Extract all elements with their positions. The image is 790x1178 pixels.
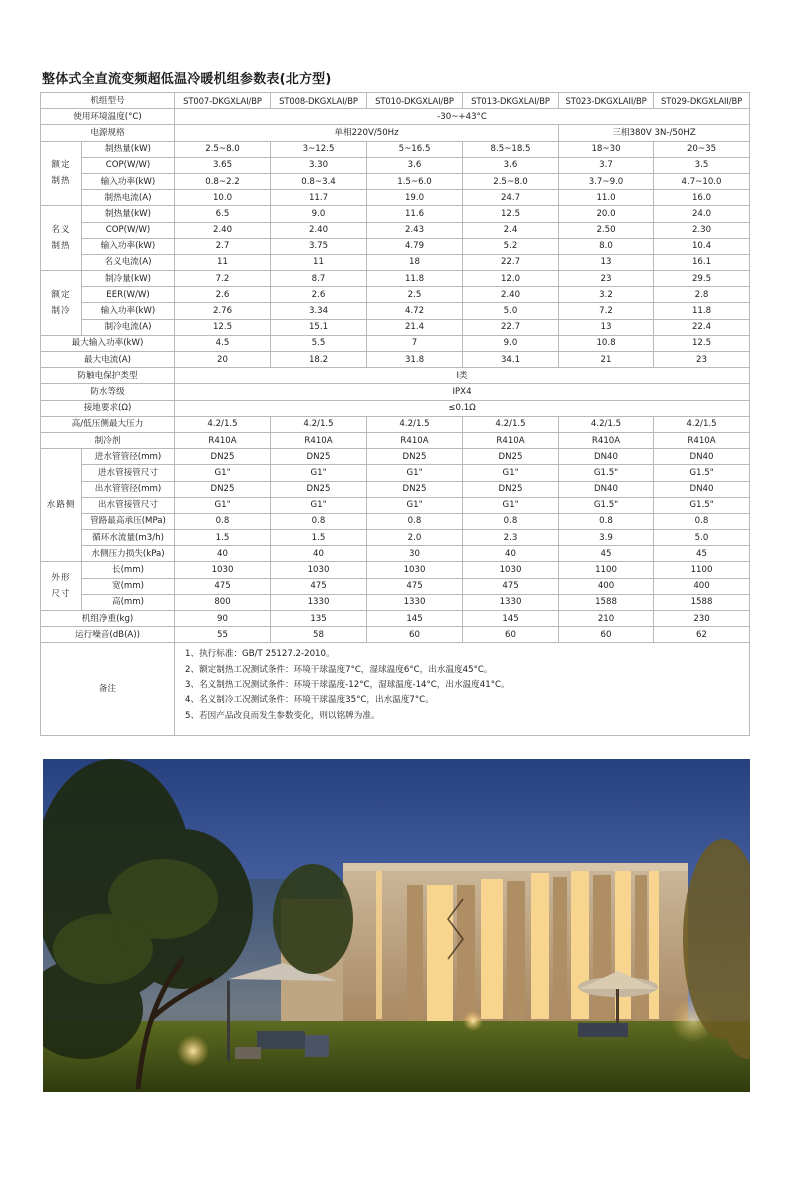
row-label: 名义电流(A) bbox=[82, 254, 175, 270]
villa-night-photo bbox=[43, 759, 750, 1092]
table-row bbox=[41, 368, 750, 384]
value-cell: 2.0 bbox=[367, 530, 463, 546]
row-label: 高/低压侧最大压力 bbox=[41, 416, 175, 432]
row-label: 输入功率(kW) bbox=[82, 173, 175, 189]
table-row bbox=[41, 384, 750, 400]
table-row bbox=[41, 173, 750, 189]
model-header: ST029-DKGXLAII/BP bbox=[654, 93, 750, 109]
table-row bbox=[41, 562, 750, 578]
row-label: 机组净重(kg) bbox=[41, 611, 175, 627]
value-cell: 2.5~8.0 bbox=[463, 173, 559, 189]
value-cell: 0.8 bbox=[367, 513, 463, 529]
row-label: 输入功率(kW) bbox=[82, 238, 175, 254]
value-cell: DN25 bbox=[175, 449, 271, 465]
row-label: 最大输入功率(kW) bbox=[41, 335, 175, 351]
table-row bbox=[41, 352, 750, 368]
value-cell: DN25 bbox=[367, 449, 463, 465]
table-row bbox=[41, 303, 750, 319]
value-cell: 475 bbox=[367, 578, 463, 594]
value-cell: G1.5" bbox=[654, 497, 750, 513]
row-label: 水侧压力损失(kPa) bbox=[82, 546, 175, 562]
value-cell: 0.8 bbox=[463, 513, 559, 529]
value-cell: R410A bbox=[175, 432, 271, 448]
value-cell: 3.6 bbox=[463, 157, 559, 173]
group-label bbox=[41, 562, 82, 611]
value-cell: 4.7~10.0 bbox=[654, 173, 750, 189]
table-row bbox=[41, 416, 750, 432]
page-title: 整体式全直流变频超低温冷暖机组参数表(北方型) bbox=[42, 72, 332, 87]
value-cell: 10.0 bbox=[175, 190, 271, 206]
value-cell: 60 bbox=[559, 627, 654, 643]
value-cell: 20 bbox=[175, 352, 271, 368]
table-row bbox=[41, 465, 750, 481]
value-cell: 11.6 bbox=[367, 206, 463, 222]
group-label-line: 额定 bbox=[51, 160, 71, 171]
value-cell: 3.9 bbox=[559, 530, 654, 546]
table-row bbox=[41, 611, 750, 627]
group-label bbox=[41, 449, 82, 562]
row-label: EER(W/W) bbox=[82, 287, 175, 303]
value-cell: G1" bbox=[271, 497, 367, 513]
table-row bbox=[41, 141, 750, 157]
value-cell: G1" bbox=[367, 465, 463, 481]
value-cell: 145 bbox=[367, 611, 463, 627]
group-label-line: 制热 bbox=[51, 176, 71, 187]
value-cell: 9.0 bbox=[271, 206, 367, 222]
value-cell: 11 bbox=[271, 254, 367, 270]
row-label: 机组型号 bbox=[41, 93, 175, 109]
value-cell: 1.5~6.0 bbox=[367, 173, 463, 189]
row-label: COP(W/W) bbox=[82, 157, 175, 173]
note-item: 1、执行标准：GB/T 25127.2-2010。 bbox=[185, 649, 335, 660]
value-cell: 2.30 bbox=[654, 222, 750, 238]
value-cell: 800 bbox=[175, 594, 271, 610]
value-cell: 475 bbox=[175, 578, 271, 594]
value-cell: 22.7 bbox=[463, 319, 559, 335]
value-cell: 18~30 bbox=[559, 141, 654, 157]
value-cell: DN25 bbox=[175, 481, 271, 497]
value-cell: 3.2 bbox=[559, 287, 654, 303]
table-row bbox=[41, 335, 750, 351]
value-cell: 20.0 bbox=[559, 206, 654, 222]
value-cell: 2.8 bbox=[654, 287, 750, 303]
value-cell: 22.4 bbox=[654, 319, 750, 335]
value-cell: 5~16.5 bbox=[367, 141, 463, 157]
value-cell: DN25 bbox=[271, 449, 367, 465]
value-cell: 2.43 bbox=[367, 222, 463, 238]
value-cell: 6.5 bbox=[175, 206, 271, 222]
value-cell: 13 bbox=[559, 254, 654, 270]
row-label: 接地要求(Ω) bbox=[41, 400, 175, 416]
value-cell: 1030 bbox=[271, 562, 367, 578]
value-cell: 3.65 bbox=[175, 157, 271, 173]
table-row bbox=[41, 481, 750, 497]
note-item: 5、若因产品改良而发生参数变化，则以铭牌为准。 bbox=[185, 710, 380, 721]
row-label: 电源规格 bbox=[41, 125, 175, 141]
group-label bbox=[41, 271, 82, 336]
value-cell: 2.76 bbox=[175, 303, 271, 319]
value-cell: DN40 bbox=[559, 449, 654, 465]
value-cell: 1588 bbox=[654, 594, 750, 610]
value-cell: 40 bbox=[463, 546, 559, 562]
value-cell: 2.6 bbox=[175, 287, 271, 303]
table-row bbox=[41, 109, 750, 125]
value-cell: 21 bbox=[559, 352, 654, 368]
value-cell: 400 bbox=[559, 578, 654, 594]
notes-row bbox=[41, 643, 750, 736]
group-label-line: 水路侧 bbox=[46, 500, 76, 511]
value-cell: 2.5 bbox=[367, 287, 463, 303]
table-row bbox=[41, 578, 750, 594]
value-cell: 1100 bbox=[559, 562, 654, 578]
value-cell: 3.7~9.0 bbox=[559, 173, 654, 189]
value-cell: 0.8 bbox=[271, 513, 367, 529]
group-label bbox=[41, 206, 82, 271]
value-cell: 1100 bbox=[654, 562, 750, 578]
value-cell: 60 bbox=[367, 627, 463, 643]
table-row bbox=[41, 530, 750, 546]
value-cell: DN25 bbox=[463, 481, 559, 497]
row-label: 宽(mm) bbox=[82, 578, 175, 594]
value-cell: G1" bbox=[463, 497, 559, 513]
value-cell: 40 bbox=[175, 546, 271, 562]
value-cell: I类 bbox=[175, 368, 750, 384]
row-label: 出水管管径(mm) bbox=[82, 481, 175, 497]
group-label-line: 尺寸 bbox=[51, 589, 71, 600]
value-cell: 58 bbox=[271, 627, 367, 643]
value-cell: 34.1 bbox=[463, 352, 559, 368]
value-cell: 210 bbox=[559, 611, 654, 627]
row-label: 制热量(kW) bbox=[82, 206, 175, 222]
value-cell: 单相220V/50Hz bbox=[175, 125, 559, 141]
value-cell: 4.79 bbox=[367, 238, 463, 254]
value-cell: 1330 bbox=[271, 594, 367, 610]
note-item: 4、名义制冷工况测试条件：环境干球温度35°C，出水温度7°C。 bbox=[185, 695, 434, 706]
row-label: 长(mm) bbox=[82, 562, 175, 578]
value-cell: 4.5 bbox=[175, 335, 271, 351]
value-cell: G1" bbox=[175, 497, 271, 513]
row-label: 防触电保护类型 bbox=[41, 368, 175, 384]
model-header: ST008-DKGXLAI/BP bbox=[271, 93, 367, 109]
model-header: ST023-DKGXLAII/BP bbox=[559, 93, 654, 109]
value-cell: 31.8 bbox=[367, 352, 463, 368]
value-cell: 0.8 bbox=[559, 513, 654, 529]
table-row bbox=[41, 222, 750, 238]
note-item: 2、额定制热工况测试条件：环境干球温度7°C，湿球温度6°C，出水温度45°C。 bbox=[185, 664, 493, 675]
value-cell: 5.5 bbox=[271, 335, 367, 351]
value-cell: 45 bbox=[654, 546, 750, 562]
value-cell: 2.4 bbox=[463, 222, 559, 238]
value-cell: IPX4 bbox=[175, 384, 750, 400]
row-label: 进水管管径(mm) bbox=[82, 449, 175, 465]
group-label-line: 制热 bbox=[51, 241, 71, 252]
value-cell: 5.0 bbox=[654, 530, 750, 546]
row-label: 高(mm) bbox=[82, 594, 175, 610]
row-label: 使用环境温度(°C) bbox=[41, 109, 175, 125]
table-row bbox=[41, 125, 750, 141]
value-cell: 19.0 bbox=[367, 190, 463, 206]
value-cell: 30 bbox=[367, 546, 463, 562]
value-cell: 1330 bbox=[463, 594, 559, 610]
note-item: 3、名义制热工况测试条件：环境干球温度-12°C，湿球温度-14°C，出水温度41°C。 bbox=[185, 679, 510, 690]
value-cell: 20~35 bbox=[654, 141, 750, 157]
value-cell: 55 bbox=[175, 627, 271, 643]
value-cell: R410A bbox=[367, 432, 463, 448]
row-label: 输入功率(kW) bbox=[82, 303, 175, 319]
row-label: COP(W/W) bbox=[82, 222, 175, 238]
value-cell: 1030 bbox=[367, 562, 463, 578]
value-cell: 7.2 bbox=[559, 303, 654, 319]
spec-table bbox=[40, 92, 750, 736]
value-cell: DN40 bbox=[654, 481, 750, 497]
value-cell: 13 bbox=[559, 319, 654, 335]
value-cell: 60 bbox=[463, 627, 559, 643]
row-label: 制热量(kW) bbox=[82, 141, 175, 157]
value-cell: 62 bbox=[654, 627, 750, 643]
value-cell: 12.0 bbox=[463, 271, 559, 287]
value-cell: 9.0 bbox=[463, 335, 559, 351]
value-cell: 29.5 bbox=[654, 271, 750, 287]
value-cell: G1.5" bbox=[654, 465, 750, 481]
value-cell: 16.1 bbox=[654, 254, 750, 270]
value-cell: 5.2 bbox=[463, 238, 559, 254]
row-label: 运行噪音(dB(A)) bbox=[41, 627, 175, 643]
value-cell: 1330 bbox=[367, 594, 463, 610]
value-cell: 3.6 bbox=[367, 157, 463, 173]
value-cell: 15.1 bbox=[271, 319, 367, 335]
value-cell: 10.8 bbox=[559, 335, 654, 351]
row-label: 管路最高承压(MPa) bbox=[82, 513, 175, 529]
group-label-line: 制冷 bbox=[51, 305, 71, 316]
value-cell: 1588 bbox=[559, 594, 654, 610]
table-row bbox=[41, 271, 750, 287]
value-cell: DN25 bbox=[271, 481, 367, 497]
row-label: 进水管接管尺寸 bbox=[82, 465, 175, 481]
value-cell: 11.8 bbox=[654, 303, 750, 319]
value-cell: 135 bbox=[271, 611, 367, 627]
value-cell: 7.2 bbox=[175, 271, 271, 287]
value-cell: 90 bbox=[175, 611, 271, 627]
value-cell: 11.7 bbox=[271, 190, 367, 206]
value-cell: 3.34 bbox=[271, 303, 367, 319]
value-cell: 12.5 bbox=[654, 335, 750, 351]
value-cell: R410A bbox=[654, 432, 750, 448]
row-label: 循环水流量(m3/h) bbox=[82, 530, 175, 546]
table-row bbox=[41, 400, 750, 416]
value-cell: 2.40 bbox=[463, 287, 559, 303]
value-cell: R410A bbox=[271, 432, 367, 448]
value-cell: 8.7 bbox=[271, 271, 367, 287]
table-row bbox=[41, 594, 750, 610]
model-header: ST013-DKGXLAI/BP bbox=[463, 93, 559, 109]
model-header: ST010-DKGXLAI/BP bbox=[367, 93, 463, 109]
group-label-line: 额定 bbox=[51, 289, 71, 300]
value-cell: 7 bbox=[367, 335, 463, 351]
value-cell: 18 bbox=[367, 254, 463, 270]
value-cell: 230 bbox=[654, 611, 750, 627]
value-cell: 3.30 bbox=[271, 157, 367, 173]
group-label-line: 外形 bbox=[51, 573, 71, 584]
value-cell: 11 bbox=[175, 254, 271, 270]
value-cell: 4.2/1.5 bbox=[559, 416, 654, 432]
value-cell: DN40 bbox=[559, 481, 654, 497]
table-row bbox=[41, 497, 750, 513]
value-cell: 475 bbox=[271, 578, 367, 594]
header-row bbox=[41, 93, 750, 109]
row-label: 备注 bbox=[41, 643, 175, 736]
value-cell: 475 bbox=[463, 578, 559, 594]
value-cell: 145 bbox=[463, 611, 559, 627]
group-label bbox=[41, 141, 82, 206]
value-cell: 400 bbox=[654, 578, 750, 594]
value-cell: DN40 bbox=[654, 449, 750, 465]
value-cell: 8.5~18.5 bbox=[463, 141, 559, 157]
table-row bbox=[41, 319, 750, 335]
row-label: 制热电流(A) bbox=[82, 190, 175, 206]
value-cell: 2.3 bbox=[463, 530, 559, 546]
row-label: 防水等级 bbox=[41, 384, 175, 400]
table-row bbox=[41, 157, 750, 173]
value-cell: G1" bbox=[367, 497, 463, 513]
value-cell: G1.5" bbox=[559, 497, 654, 513]
value-cell: G1" bbox=[271, 465, 367, 481]
table-row bbox=[41, 254, 750, 270]
value-cell: 1030 bbox=[175, 562, 271, 578]
row-label: 制冷量(kW) bbox=[82, 271, 175, 287]
value-cell: 12.5 bbox=[463, 206, 559, 222]
value-cell: 3.7 bbox=[559, 157, 654, 173]
value-cell: DN25 bbox=[367, 481, 463, 497]
value-cell: 23 bbox=[559, 271, 654, 287]
value-cell: 24.0 bbox=[654, 206, 750, 222]
value-cell: 11.8 bbox=[367, 271, 463, 287]
value-cell: 45 bbox=[559, 546, 654, 562]
table-row bbox=[41, 449, 750, 465]
value-cell: 11.0 bbox=[559, 190, 654, 206]
value-cell: 三相380V 3N-/50HZ bbox=[559, 125, 750, 141]
value-cell: G1.5" bbox=[559, 465, 654, 481]
row-label: 制冷剂 bbox=[41, 432, 175, 448]
value-cell: 2.40 bbox=[175, 222, 271, 238]
value-cell: 0.8~2.2 bbox=[175, 173, 271, 189]
notes-cell bbox=[175, 643, 750, 736]
value-cell: 2.6 bbox=[271, 287, 367, 303]
value-cell: DN25 bbox=[463, 449, 559, 465]
row-label: 出水管接管尺寸 bbox=[82, 497, 175, 513]
table-row bbox=[41, 238, 750, 254]
table-row bbox=[41, 287, 750, 303]
value-cell: 4.2/1.5 bbox=[654, 416, 750, 432]
value-cell: 3.5 bbox=[654, 157, 750, 173]
value-cell: 40 bbox=[271, 546, 367, 562]
table-row bbox=[41, 546, 750, 562]
value-cell: G1" bbox=[175, 465, 271, 481]
table-row bbox=[41, 206, 750, 222]
value-cell: 1030 bbox=[463, 562, 559, 578]
model-header: ST007-DKGXLAI/BP bbox=[175, 93, 271, 109]
table-row bbox=[41, 190, 750, 206]
value-cell: 21.4 bbox=[367, 319, 463, 335]
value-cell: 12.5 bbox=[175, 319, 271, 335]
value-cell: G1" bbox=[463, 465, 559, 481]
table-row bbox=[41, 513, 750, 529]
value-cell: ≤0.1Ω bbox=[175, 400, 750, 416]
table-row bbox=[41, 627, 750, 643]
table-row bbox=[41, 432, 750, 448]
value-cell: 0.8~3.4 bbox=[271, 173, 367, 189]
value-cell: R410A bbox=[463, 432, 559, 448]
value-cell: 2.50 bbox=[559, 222, 654, 238]
value-cell: 1.5 bbox=[271, 530, 367, 546]
value-cell: 24.7 bbox=[463, 190, 559, 206]
value-cell: 22.7 bbox=[463, 254, 559, 270]
group-label-line: 名义 bbox=[51, 225, 71, 236]
value-cell: 4.72 bbox=[367, 303, 463, 319]
value-cell: 4.2/1.5 bbox=[175, 416, 271, 432]
value-cell: 3.75 bbox=[271, 238, 367, 254]
value-cell: 10.4 bbox=[654, 238, 750, 254]
value-cell: 1.5 bbox=[175, 530, 271, 546]
value-cell: 5.0 bbox=[463, 303, 559, 319]
value-cell: 2.40 bbox=[271, 222, 367, 238]
value-cell: -30~+43°C bbox=[175, 109, 750, 125]
value-cell: 16.0 bbox=[654, 190, 750, 206]
value-cell: 18.2 bbox=[271, 352, 367, 368]
value-cell: 0.8 bbox=[654, 513, 750, 529]
row-label: 制冷电流(A) bbox=[82, 319, 175, 335]
value-cell: R410A bbox=[559, 432, 654, 448]
value-cell: 0.8 bbox=[175, 513, 271, 529]
value-cell: 23 bbox=[654, 352, 750, 368]
value-cell: 4.2/1.5 bbox=[367, 416, 463, 432]
value-cell: 3~12.5 bbox=[271, 141, 367, 157]
row-label: 最大电流(A) bbox=[41, 352, 175, 368]
value-cell: 2.7 bbox=[175, 238, 271, 254]
value-cell: 2.5~8.0 bbox=[175, 141, 271, 157]
value-cell: 4.2/1.5 bbox=[271, 416, 367, 432]
value-cell: 8.0 bbox=[559, 238, 654, 254]
value-cell: 4.2/1.5 bbox=[463, 416, 559, 432]
